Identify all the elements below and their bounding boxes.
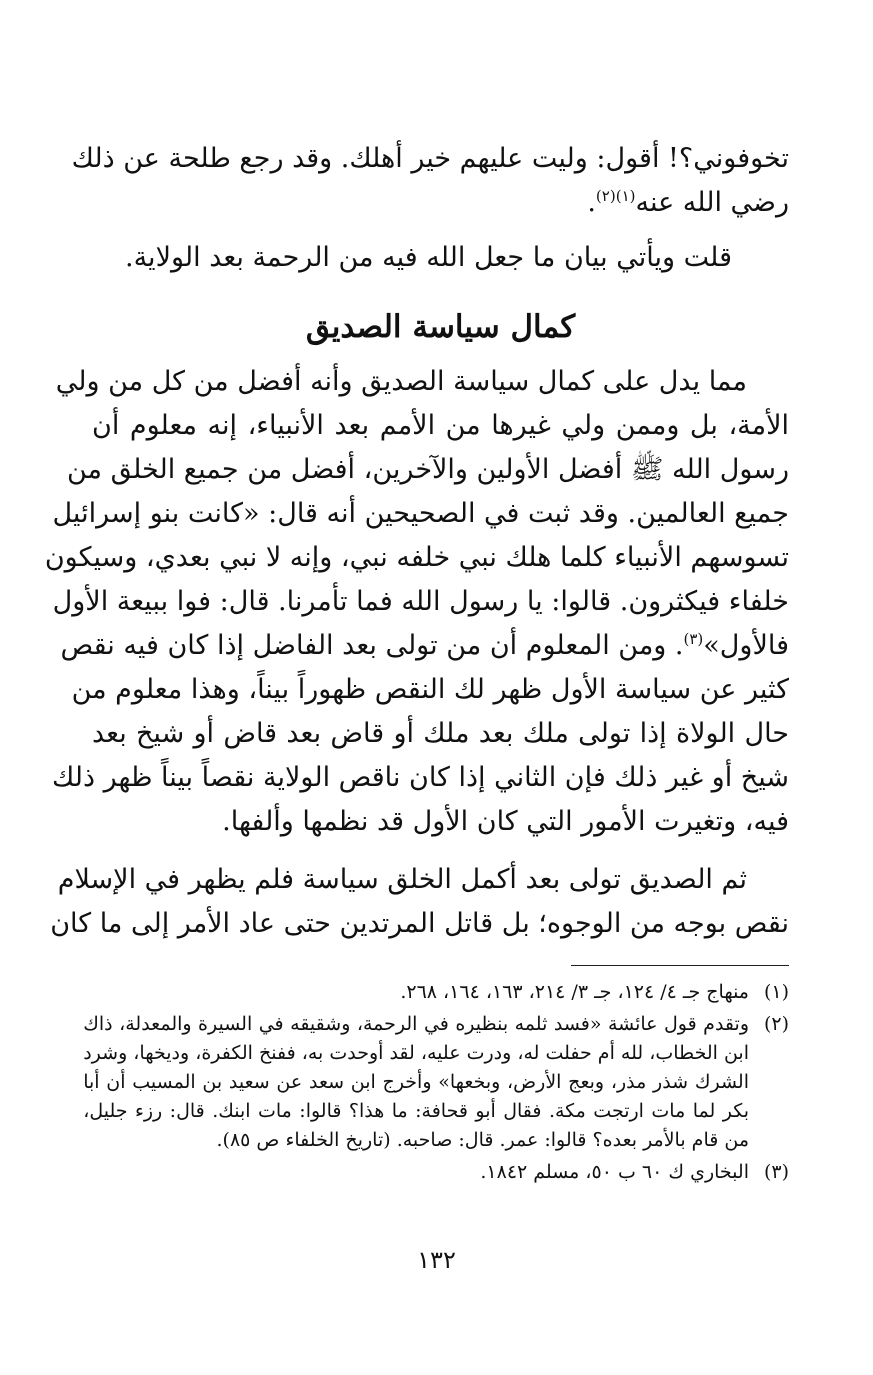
- main-paragraph: [44, 360, 789, 844]
- text-line: جميع العالمين. وقد ثبت في الصحيحين أنه قال: «كانت بنو إسرائيل: [52, 498, 789, 529]
- footnote-number: (٣): [763, 1161, 789, 1183]
- footnote-text: [92, 978, 749, 1007]
- footnote-number: (١): [763, 981, 789, 1003]
- text-segment: .: [587, 187, 596, 218]
- text-segment: رضي الله عنه: [635, 187, 789, 218]
- text-line: حال الولاة إذا تولى ملك بعد ملك أو قاض بعد قاض أو شيخ بعد: [92, 718, 789, 749]
- footnote-reference: (١)(٢): [595, 187, 636, 205]
- text-line: نقص بوجه من الوجوه؛ بل قاتل المرتدين حتى عاد الأمر إلى ما كان: [50, 908, 789, 939]
- footnote-2: [83, 1010, 789, 1155]
- footnote-text: [92, 1158, 749, 1187]
- footnote-line: الشرك شذر مذر، وبعج الأرض، وبخعها» وأخرج ابن سعد عن سعيد بن المسيب أن أبا: [83, 1071, 749, 1093]
- text-line: رسول الله ﷺ أفضل الأولين والآخرين، أفضل من جميع الخلق من: [67, 454, 789, 485]
- text-line: [92, 181, 789, 225]
- footnote-1: [92, 978, 789, 1007]
- text-segment: . ومن المعلوم أن من تولى بعد الفاضل إذا كان فيه نقص: [60, 630, 684, 661]
- note-line: قلت ويأتي بيان ما جعل الله فيه من الرحمة بعد الولاية.: [125, 242, 732, 273]
- footnote-line: وتقدم قول عائشة «فسد ثلمه بنظيره في الرحمة، وشقيقه في السيرة والمعدلة، ذاك: [83, 1013, 749, 1035]
- text-line: شيخ أو غير ذلك فإن الثاني إذا كان ناقص الولاية نقصاً بيناً ظهر ذلك: [52, 762, 789, 793]
- text-line: ثم الصديق تولى بعد أكمل الخلق سياسة فلم يظهر في الإسلام: [57, 864, 747, 895]
- footnote-line: البخاري ك ٦٠ ب ٥٠، مسلم ١٨٤٢.: [480, 1161, 749, 1183]
- footnote-line: منهاج جـ ٤/ ١٢٤، جـ ٣/ ٢١٤، ١٦٣، ١٦٤، ٢٦٨.: [400, 981, 749, 1003]
- footnote-line: بكر لما مات ارتجت مكة. فقال أبو قحافة: ما هذا؟ قالوا: مات ابنك. قال: رزء جليل،: [83, 1100, 749, 1122]
- footnote-number: (٢): [763, 1013, 789, 1035]
- text-segment: فالأول»: [703, 630, 789, 661]
- text-line: مما يدل على كمال سياسة الصديق وأنه أفضل من كل من ولي: [55, 366, 747, 397]
- footnote-text: [83, 1010, 749, 1155]
- text-line: الأمة، بل وممن ولي غيرها من الأمم بعد الأنبياء، إنه معلوم أن: [92, 410, 789, 441]
- footnote-divider: [571, 965, 789, 966]
- section-heading: كمال سياسة الصديق: [305, 309, 576, 345]
- second-paragraph: [50, 858, 789, 946]
- text-line: فيه، وتغيرت الأمور التي كان الأول قد نظمها وألفها.: [222, 806, 789, 837]
- text-line: [60, 624, 789, 668]
- footnote-line: من قام بالأمر بعده؟ قالوا: عمر. قال: صاحبه. (تاريخ الخلفاء ص ٨٥).: [216, 1129, 749, 1151]
- opening-paragraph: [71, 137, 789, 225]
- text-line: تسوسهم الأنبياء كلما هلك نبي خلفه نبي، وإنه لا نبي بعدي، وسيكون: [44, 542, 789, 573]
- footnotes: [83, 978, 789, 1190]
- footnote-reference: (٣): [683, 630, 704, 648]
- text-line: تخوفوني؟! أقول: وليت عليهم خير أهلك. وقد رجع طلحة عن ذلك: [71, 143, 789, 174]
- footnote-3: [92, 1158, 789, 1187]
- text-line: كثير عن سياسة الأول ظهر لك النقص ظهوراً بيناً، وهذا معلوم من: [71, 674, 789, 705]
- page-number: ١٣٢: [417, 1246, 456, 1274]
- footnote-line: ابن الخطاب، لله أم حفلت له، ودرت عليه، لقد أوحدت به، ففنخ الكفرة، وديخها، وشرد: [83, 1042, 749, 1064]
- text-line: خلفاء فيكثرون. قالوا: يا رسول الله فما تأمرنا. قال: فوا ببيعة الأول: [52, 586, 789, 617]
